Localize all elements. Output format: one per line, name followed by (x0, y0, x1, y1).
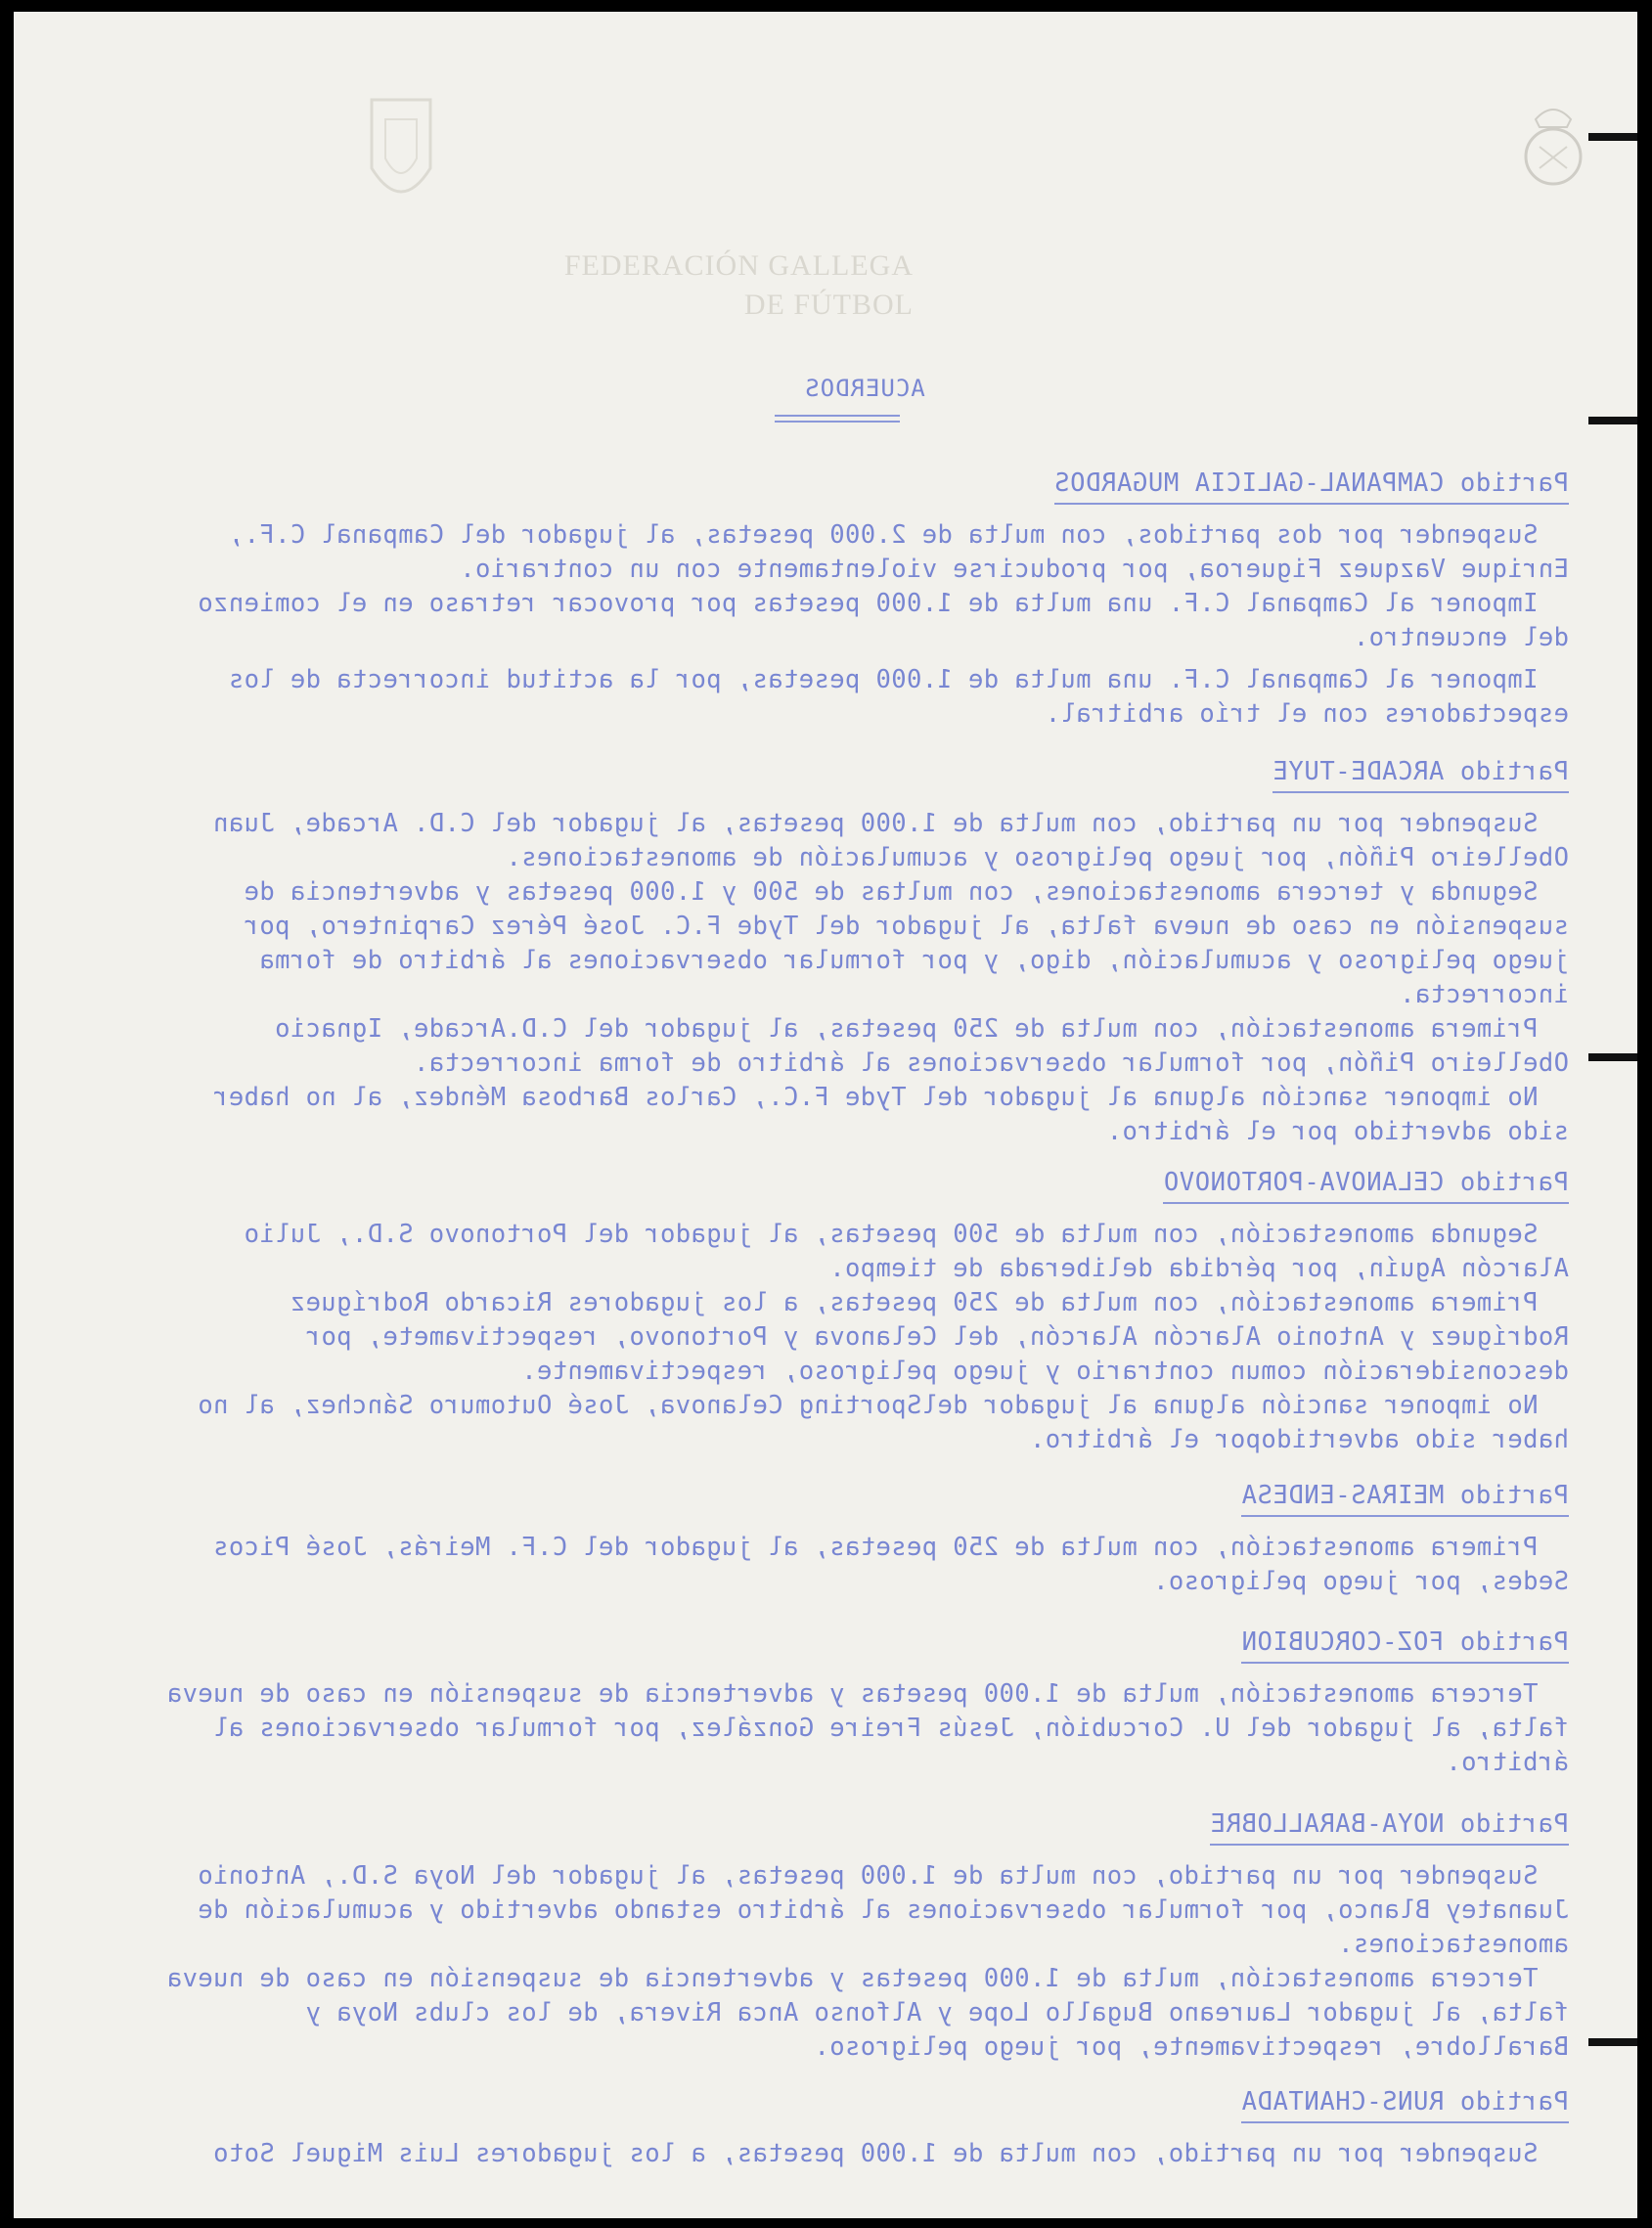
section-runs (160, 2085, 1569, 2171)
paragraph: Primera amonestación, con multa de 250 pesetas, a los jugadores Ricardo Rodríguez Rodríguez y Antonio Alarcón Alarcón, del Celanova y Portonovo, respectivamete, por desconsideración comun contrario y juego peligroso, respectivamente. (274, 1288, 1569, 1386)
section-arcade (160, 755, 1569, 1149)
section-heading: Partido RUNS-CHANTADA (1241, 2085, 1569, 2123)
paragraph: No imponer sanción alguna al jugador delSporting Celanova, José Outomuro Sánchez, al no haber sido advertidopor el árbitro. (182, 1391, 1569, 1454)
section-celanova (160, 1166, 1569, 1457)
section-noya (151, 1807, 1569, 2065)
section-heading: Partido NOYA-BARALLOBRE (1210, 1807, 1569, 1846)
section-heading: Partido CAMPANAL-GALICIA MUGARDOS (1054, 467, 1569, 505)
binder-tab (1588, 133, 1637, 141)
section-heading: Partido MEIRAS-ENDESA (1241, 1479, 1569, 1517)
document-title: ACUERDOS (804, 375, 925, 402)
mirrored-text-area (14, 12, 1637, 2218)
paragraph: Imponer al Campanal C.F. una multa de 1.000 pesetas por provocar retraso en el comienzo del encuentro. (182, 589, 1569, 652)
paragraph: No imponer sanción alguna al jugador del Tyde F.C., Carlos Barbosa Méndez, al no haber sido advertido por el árbitro. (198, 1083, 1569, 1146)
section-foz (151, 1626, 1569, 1780)
paragraph: Primera amonestación, con multa de 250 pesetas, al jugador del C.D.Arcade, Ignacio Obelleiro Piñón, por formular observaciones al árbitro de forma incorrecta. (259, 1014, 1569, 1078)
paragraph: Imponer al Campanal C.F. una multa de 1.000 pesetas, por la actitud incorrecta de los espectadores con el trío arbitral. (212, 665, 1569, 729)
paragraph: Suspender por un partido, con multa de 1.000 pesetas, a los jugadores Luis Miguel Soto (212, 2139, 1569, 2168)
binder-tab (1588, 2038, 1637, 2046)
section-campanal (160, 467, 1569, 732)
binder-tab (1588, 417, 1637, 424)
section-heading: Partido ARCADE-TUYE (1272, 755, 1569, 793)
section-heading: Partido CELANOVA-PORTONOVO (1163, 1166, 1569, 1204)
binder-tab (1588, 1053, 1637, 1061)
section-heading: Partido FOZ-CORCUBION (1241, 1626, 1569, 1664)
document-sheet (14, 12, 1637, 2218)
section-meiras (160, 1479, 1569, 1599)
paragraph: Suspender por un partido, con multa de 1.000 pesetas, al jugador del C.D. Arcade, Juan Obelleiro Piñón, por juego peligroso y acumulación de amonestaciones. (198, 809, 1569, 872)
paragraph: Suspender por un partido, con multa de 1.000 pesetas, al jugador del Noya S.D., Antonio Juanatey Blanco, por formular observaciones al árbitro estando advertido y acumulación de amonestaciones. (182, 1861, 1569, 1959)
paragraph: Tercera amonestación, multa de 1.000 pesetas y advertencia de suspensión en caso de nueva falta, al jugador del U. Corcubión, Jesús Freire González, por formular observaciones al árbitro. (151, 1679, 1569, 1777)
title-double-underline (775, 415, 900, 423)
paragraph: Tercera amonestación, multa de 1.000 pesetas y advertencia de suspensión en caso de nueva falta, al jugador Laureano Bugallo Lope y Alfonso Anca Rivera, de los clubs Noya y Barallobre, respectivamente, por juego peligroso. (151, 1964, 1569, 2062)
letterhead-line-2: DE FÚTBOL (743, 289, 914, 321)
paragraph: Segunda amonestación, con multa de 500 pesetas, al jugador del Portonovo S.D., Julio Alarcón Aguín, por pérdida deliberada de tiempo. (228, 1220, 1569, 1283)
letterhead-line-1: FEDERACIÓN GALLEGA (563, 249, 914, 282)
paragraph: Segunda y tercera amonestaciones, con multas de 500 y 1.000 pesetas y advertencia de suspensión en caso de nueva falta, al jugador del Tyde F.C. José Pérez Carpintero, por juego peligroso y acumulación, digo, y por formular observaciones al árbitro de forma incorrecta. (228, 877, 1569, 1009)
paragraph: Suspender por dos partidos, con multa de 2.000 pesetas, al jugador del Campanal C.F., Enrique Vazquez Figueroa, por producirse violentamente con un contrario. (212, 520, 1569, 584)
paragraph: Primera amonestación, con multa de 250 pesetas, al jugador del C.F. Meirás, José Picos Sedes, por juego peligroso. (198, 1533, 1569, 1596)
